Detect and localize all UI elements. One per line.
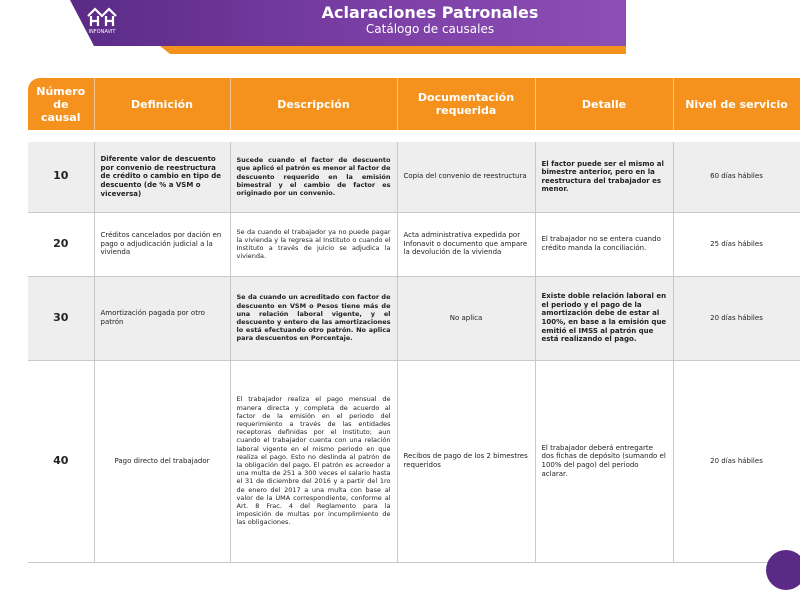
page-title: Aclaraciones Patronales (321, 3, 539, 22)
cell-detalle: El factor puede ser el mismo al bimestre anterior, pero en la reestructura del trabajador es menor. (535, 142, 673, 212)
cell-nivel: 60 días hábiles (673, 142, 800, 212)
cell-definicion: Créditos cancelados por dación en pago o adjudicación judicial a la vivienda (94, 212, 230, 276)
column-header-documentacion: Documentación requerida (397, 78, 535, 130)
houses-icon (87, 6, 117, 28)
cell-documentacion: No aplica (397, 276, 535, 360)
infonavit-logo (84, 6, 120, 38)
table-row (28, 276, 800, 360)
cell-nivel: 25 días hábiles (673, 212, 800, 276)
cell-definicion: Pago directo del trabajador (94, 360, 230, 562)
cell-definicion: Amortización pagada por otro patrón (94, 276, 230, 360)
logo-text: INFONAVIT (88, 29, 116, 35)
cell-numero: 10 (28, 142, 94, 212)
cell-detalle: El trabajador deberá entregarte dos fichas de depósito (sumando el 100% del pago) del periodo aclarar. (535, 360, 673, 562)
table-row (28, 360, 800, 562)
cell-descripcion: Sucede cuando el factor de descuento que aplicó el patrón es menor al factor de descuento requerido en la emisión bimestral y el cambio de factor es originado por un convenio. (230, 142, 397, 212)
cell-descripcion: El trabajador realiza el pago mensual de manera directa y completa de acuerdo al factor de la emisión en el periodo del requerimiento a través de las entidades receptoras definidas por el Instituto; aun cuando el trabajador cuenta con una relación laboral vigente en el mismo periodo en que realiza el pago. Esto no deslinda al patrón de la obligación del pago. El patrón es acreedor a una multa de 251 a 300 veces el salario hasta el 31 de diciembre del 2016 y a partir del 1ro de enero del 2017 a una multa con base al valor de la UMA correspondiente, conforme al Art. 8 Frac. 4 del Reglamento para la imposición de multas por incumplimiento de las obligaciones. (230, 360, 397, 562)
column-header-definicion: Definición (94, 78, 230, 130)
table-row (28, 142, 800, 212)
cell-descripcion: Se da cuando el trabajador ya no puede pagar la vivienda y la regresa al Instituto o cuando el Instituto a través de juicio se adjudica la vivienda. (230, 212, 397, 276)
page-indicator-dot (766, 550, 800, 590)
column-header-descripcion: Descripción (230, 78, 397, 130)
column-header-nivel: Nivel de servicio (673, 78, 800, 130)
table-row (28, 212, 800, 276)
cell-nivel: 20 días hábiles (673, 276, 800, 360)
column-header-detalle: Detalle (535, 78, 673, 130)
cell-definicion: Diferente valor de descuento por convenio de reestructura de crédito o cambio en tipo de descuento (de % a VSM o viceversa) (94, 142, 230, 212)
cell-detalle: El trabajador no se entera cuando crédito manda la conciliación. (535, 212, 673, 276)
cell-documentacion: Recibos de pago de los 2 bimestres requeridos (397, 360, 535, 562)
causales-table (28, 78, 800, 563)
header-accent-stripe (160, 46, 626, 54)
page-subtitle: Catálogo de causales (365, 22, 495, 36)
table-header-row (28, 78, 800, 130)
cell-numero: 30 (28, 276, 94, 360)
cell-numero: 20 (28, 212, 94, 276)
cell-descripcion: Se da cuando un acreditado con factor de descuento en VSM o Pesos tiene más de una relación laboral vigente, y el descuento y entero de las amortizaciones lo está efectuando otro patrón. No aplica para descuentos en Porcentaje. (230, 276, 397, 360)
cell-nivel: 20 días hábiles (673, 360, 800, 562)
column-header-numero: Número de causal (28, 78, 94, 130)
cell-numero: 40 (28, 360, 94, 562)
cell-detalle: Existe doble relación laboral en el periodo y el pago de la amortización debe de estar al 100%, en base a la emisión que emitió el IMSS al patrón que está realizando el pago. (535, 276, 673, 360)
causales-table-container (28, 78, 800, 563)
cell-documentacion: Acta administrativa expedida por Infonavit o documento que ampare la devolución de la vivienda (397, 212, 535, 276)
cell-documentacion: Copia del convenio de reestructura (397, 142, 535, 212)
